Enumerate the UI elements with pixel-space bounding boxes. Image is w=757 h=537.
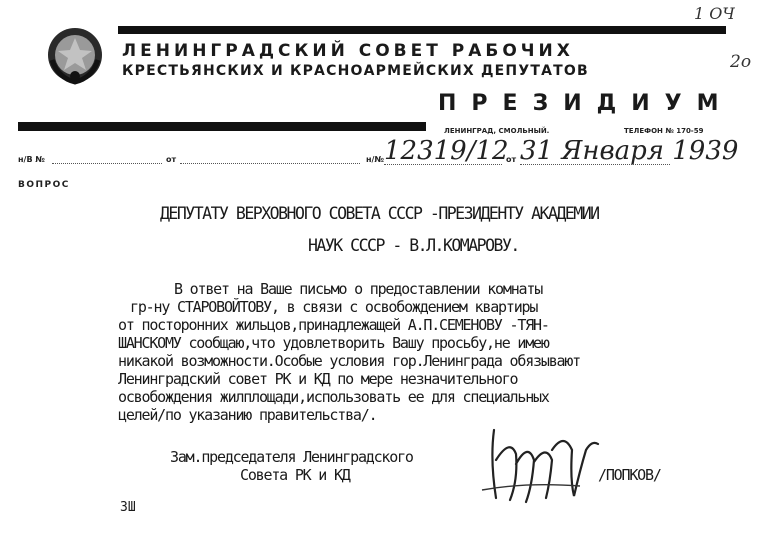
- n-value: 12319/12: [384, 136, 509, 166]
- n-label: н/№: [366, 155, 385, 164]
- ot-dotline: [180, 163, 360, 164]
- header-line1: ЛЕНИНГРАДСКИЙ СОВЕТ РАБОЧИХ: [122, 41, 574, 61]
- corner-mark-bottom: 2о: [730, 52, 752, 72]
- header-mid-rule: [18, 122, 426, 131]
- addressee-line2: НАУК СССР - В.Л.КОМАРОВУ.: [308, 236, 519, 255]
- signer-title-line1: Зам.председателя Ленинградского: [170, 448, 413, 466]
- body-line: целей/по указанию правительства/.: [118, 406, 377, 424]
- nv-label: н/В №: [18, 155, 45, 164]
- header-line2: КРЕСТЬЯНСКИХ И КРАСНОАРМЕЙСКИХ ДЕПУТАТОВ: [122, 63, 589, 79]
- body-line: В ответ на Ваше письмо о предоставлении комнаты: [174, 280, 543, 298]
- body-line: Ленинградский совет РК и КД по мере незначительного: [118, 370, 518, 388]
- typist-initials: ЗШ: [120, 500, 136, 515]
- question-label: ВОПРОС: [18, 180, 70, 190]
- body-line: никакой возможности.Особые условия гор.Ленинграда обязывают: [118, 352, 581, 370]
- ot2-label: от: [506, 155, 517, 164]
- nv-dotline: [52, 163, 162, 164]
- body-line: ШАНСКОМУ сообщаю,что удовлетворить Вашу просьбу,не имею: [118, 334, 549, 352]
- n-dotline: [384, 164, 502, 165]
- ot-label: от: [166, 155, 177, 164]
- date-value: 31 Января 1939: [520, 136, 739, 166]
- signer-title-line2: Совета РК и КД: [240, 466, 350, 484]
- corner-mark-top: 1 ОЧ: [694, 4, 735, 23]
- body-line: гр-ну СТАРОВОЙТОВУ, в связи с освобождением квартиры: [130, 298, 538, 316]
- handwritten-signature: [476, 420, 606, 510]
- date-dotline: [520, 164, 670, 165]
- addressee-line1: ДЕПУТАТУ ВЕРХОВНОГО СОВЕТА СССР -ПРЕЗИДЕНТУ АКАДЕМИИ: [160, 204, 599, 223]
- body-line: от посторонних жильцов,принадлежащей А.П.СЕМЕНОВУ -ТЯН-: [118, 316, 549, 334]
- presidium-title: ПРЕЗИДИУМ: [438, 91, 734, 116]
- header-address: ЛЕНИНГРАД, СМОЛЬНЫЙ.: [444, 127, 550, 135]
- header-phone: ТЕЛЕФОН № 170-59: [624, 127, 704, 135]
- emblem-icon: [44, 24, 106, 86]
- signer-name: /ПОПКОВ/: [598, 466, 661, 484]
- body-line: освобождения жилплощади,использовать ее для специальных: [118, 388, 549, 406]
- header-top-rule: [118, 26, 726, 34]
